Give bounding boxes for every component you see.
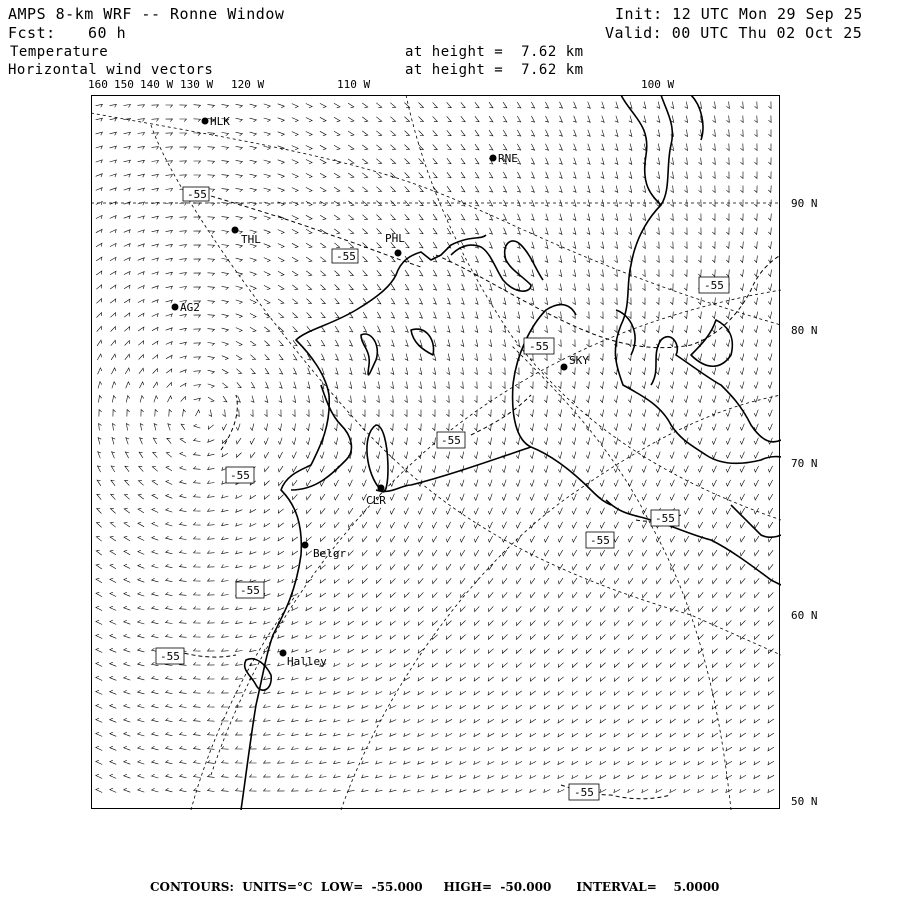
contour-label (524, 338, 554, 354)
station-dot (202, 118, 209, 125)
lon-label: 120 W (231, 78, 265, 91)
map-title: AMPS 8-km WRF -- Ronne Window (8, 5, 285, 23)
lon-label: 140 W (140, 78, 174, 91)
station-dot (172, 304, 179, 311)
station-label: RNE (498, 152, 518, 165)
lon-label: 150 (114, 78, 134, 91)
station-dot (280, 650, 287, 657)
field-temperature: Temperature (10, 44, 109, 60)
height-wind: at height = 7.62 km (405, 62, 584, 78)
field-wind-vectors: Horizontal wind vectors (8, 62, 214, 78)
contour-label (332, 249, 358, 263)
contour-interval: INTERVAL= 5.0000 (576, 880, 720, 894)
lat-label: 60 N (791, 609, 818, 622)
lat-label: 90 N (791, 197, 818, 210)
svg-text:-55: -55 (529, 340, 549, 353)
station-dot (395, 250, 402, 257)
station-label: AG2 (180, 301, 200, 314)
svg-text:-55: -55 (441, 434, 461, 447)
height-temperature: at height = 7.62 km (405, 44, 584, 60)
contour-label (437, 432, 465, 448)
valid-time: Valid: 00 UTC Thu 02 Oct 25 (605, 24, 863, 42)
contours-label: CONTOURS: (150, 880, 234, 894)
station-label: Belgr (313, 547, 347, 560)
contour-label (156, 648, 184, 664)
station-label: CLR (366, 494, 386, 507)
station-dot (302, 542, 309, 549)
contour-label (183, 187, 209, 201)
forecast-label: Fcst: (8, 24, 56, 42)
init-time: Init: 12 UTC Mon 29 Sep 25 (615, 5, 863, 23)
contour-units: UNITS=°C (242, 880, 313, 894)
svg-text:-55: -55 (187, 188, 207, 201)
contour-low: LOW= -55.000 (320, 880, 423, 894)
forecast-hour: 60 h (88, 24, 127, 42)
svg-text:-55: -55 (336, 250, 356, 263)
station-dot (232, 227, 239, 234)
svg-text:-55: -55 (590, 534, 610, 547)
lat-label: 80 N (791, 324, 818, 337)
station-dot (561, 364, 568, 371)
svg-text:-55: -55 (240, 584, 260, 597)
contour-label (226, 467, 254, 483)
contour-info (150, 880, 719, 894)
station-label: PHL (385, 232, 405, 245)
station-label: THL (241, 233, 261, 246)
svg-text:-55: -55 (230, 469, 250, 482)
contour-label (586, 532, 614, 548)
contour-high: HIGH= -50.000 (443, 880, 552, 894)
svg-text:-55: -55 (655, 512, 675, 525)
lon-label: 110 W (337, 78, 371, 91)
map-panel (91, 95, 781, 810)
contour-label (699, 277, 729, 293)
lon-label: 130 W (180, 78, 214, 91)
svg-text:-55: -55 (574, 786, 594, 799)
svg-text:-55: -55 (704, 279, 724, 292)
station-label: SKY (569, 354, 589, 367)
svg-text:-55: -55 (160, 650, 180, 663)
contour-label (651, 510, 679, 526)
station-label: Halley (287, 655, 327, 668)
station-label: HLK (210, 115, 230, 128)
lon-label: 100 W (641, 78, 675, 91)
station-dot (378, 485, 385, 492)
contour-label (236, 582, 264, 598)
contour-label (569, 784, 599, 800)
lat-label: 50 N (791, 795, 818, 808)
lat-label: 70 N (791, 457, 818, 470)
lon-label: 160 (88, 78, 108, 91)
station-dot (490, 155, 497, 162)
